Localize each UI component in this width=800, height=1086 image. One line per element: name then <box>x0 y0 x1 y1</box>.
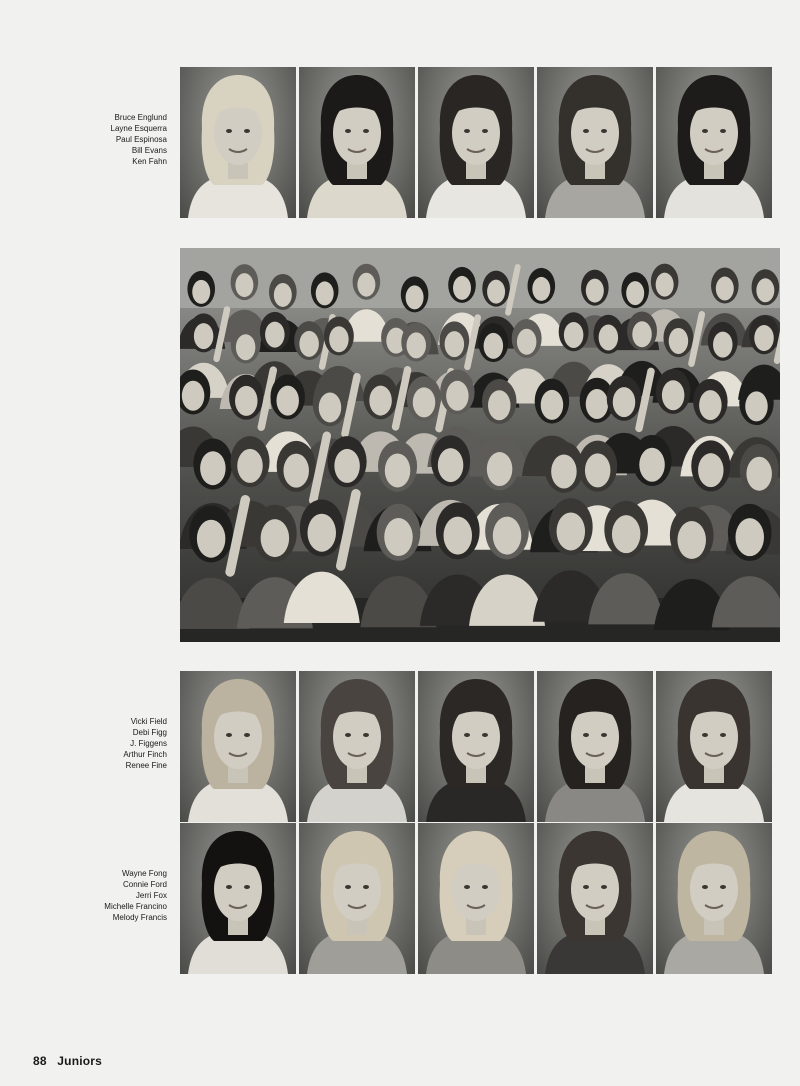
portrait-silhouette <box>537 823 653 974</box>
portrait-row-1 <box>180 67 772 218</box>
student-name: Michelle Francino <box>104 902 167 911</box>
student-name: Melody Francis <box>112 913 167 922</box>
student-name: Connie Ford <box>122 880 167 889</box>
section-title: Juniors <box>57 1054 103 1068</box>
portrait-silhouette <box>656 823 772 974</box>
student-name: Renee Fine <box>125 761 167 770</box>
student-portrait <box>656 671 772 822</box>
student-name: Ken Fahn <box>132 157 167 166</box>
student-name: Wayne Fong <box>121 869 167 878</box>
student-portrait <box>180 67 296 218</box>
student-portrait <box>418 823 534 974</box>
student-name: Arthur Finch <box>123 750 167 759</box>
portrait-silhouette <box>418 67 534 218</box>
portrait-silhouette <box>180 671 296 822</box>
student-name: Jerri Fox <box>135 891 167 900</box>
student-portrait <box>418 671 534 822</box>
portrait-row-3 <box>180 823 772 974</box>
portrait-silhouette <box>299 67 415 218</box>
portrait-silhouette <box>180 823 296 974</box>
portrait-silhouette <box>537 67 653 218</box>
name-list-row-1 <box>7 112 167 167</box>
portrait-silhouette <box>418 823 534 974</box>
student-name: Bill Evans <box>131 146 167 155</box>
student-name: Vicki Field <box>130 717 167 726</box>
student-portrait <box>180 823 296 974</box>
student-name: J. Figgens <box>130 739 167 748</box>
name-list-row-2 <box>7 716 167 771</box>
student-name: Debi Figg <box>132 728 167 737</box>
student-portrait <box>180 671 296 822</box>
crowd-illustration <box>180 248 780 642</box>
student-portrait <box>656 67 772 218</box>
student-portrait <box>537 671 653 822</box>
student-name: Layne Esquerra <box>110 124 167 133</box>
portrait-silhouette <box>299 823 415 974</box>
portrait-silhouette <box>180 67 296 218</box>
student-portrait <box>299 67 415 218</box>
portrait-silhouette <box>418 671 534 822</box>
student-portrait <box>656 823 772 974</box>
student-name: Paul Espinosa <box>115 135 167 144</box>
student-portrait <box>418 67 534 218</box>
portrait-silhouette <box>299 671 415 822</box>
name-list-row-3 <box>7 868 167 923</box>
student-portrait <box>299 671 415 822</box>
student-portrait <box>537 67 653 218</box>
portrait-silhouette <box>537 671 653 822</box>
portrait-row-2 <box>180 671 772 822</box>
portrait-silhouette <box>656 671 772 822</box>
student-portrait <box>537 823 653 974</box>
page-number: 88 <box>33 1054 47 1068</box>
page-footer <box>33 1054 102 1068</box>
group-photo <box>180 248 780 642</box>
student-portrait <box>299 823 415 974</box>
portrait-silhouette <box>656 67 772 218</box>
student-name: Bruce Englund <box>114 113 167 122</box>
